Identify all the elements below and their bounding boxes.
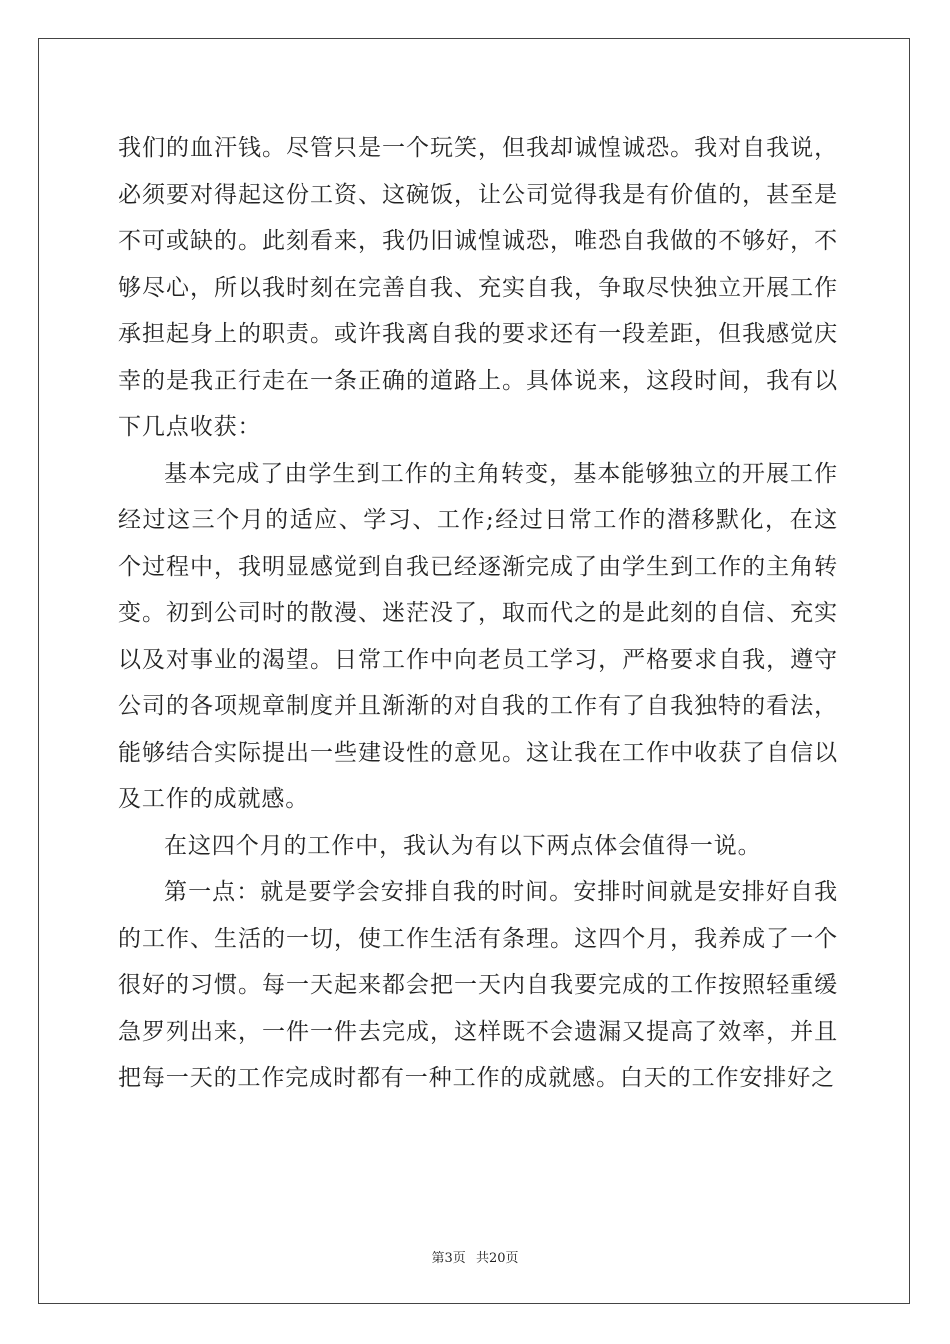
document-body [118,125,838,1102]
paragraph-3: 在这四个月的工作中，我认为有以下两点体会值得一说。 [164,832,762,859]
paragraph-1: 我们的血汗钱。尽管只是一个玩笑，但我却诚惶诚恐。我对自我说，必须要对得起这份工资、这碗饭，让公司觉得我是有价值的，甚至是不可或缺的。此刻看来，我仍旧诚惶诚恐，唯恐自我做的不够好，不够尽心，所以我时刻在完善自我、充实自我，争取尽快独立开展工作承担起身上的职责。或许我离自我的要求还有一段差距，但我感觉庆幸的是我正行走在一条正确的道路上。具体说来，这段时间，我有以下几点收获： [118,135,838,440]
paragraph-2: 基本完成了由学生到工作的主角转变，基本能够独立的开展工作经过这三个月的适应、学习、工作;经过日常工作的潜移默化，在这个过程中，我明显感觉到自我已经逐渐完成了由学生到工作的主角转变。初到公司时的散漫、迷茫没了，取而代之的是此刻的自信、充实以及对事业的渴望。日常工作中向老员工学习，严格要求自我，遵守公司的各项规章制度并且渐渐的对自我的工作有了自我独特的看法，能够结合实际提出一些建设性的意见。这让我在工作中收获了自信以及工作的成就感。 [118,460,838,812]
page-number: 第3页 [431,1251,466,1266]
paragraph-4: 第一点：就是要学会安排自我的时间。安排时间就是安排好自我的工作、生活的一切，使工作生活有条理。这四个月，我养成了一个很好的习惯。每一天起来都会把一天内自我要完成的工作按照轻重缓急罗列出来，一件一件去完成，这样既不会遗漏又提高了效率，并且把每一天的工作完成时都有一种工作的成就感。白天的工作安排好之 [118,879,838,1091]
page-total: 共20页 [475,1251,519,1266]
page-footer [0,1247,950,1266]
